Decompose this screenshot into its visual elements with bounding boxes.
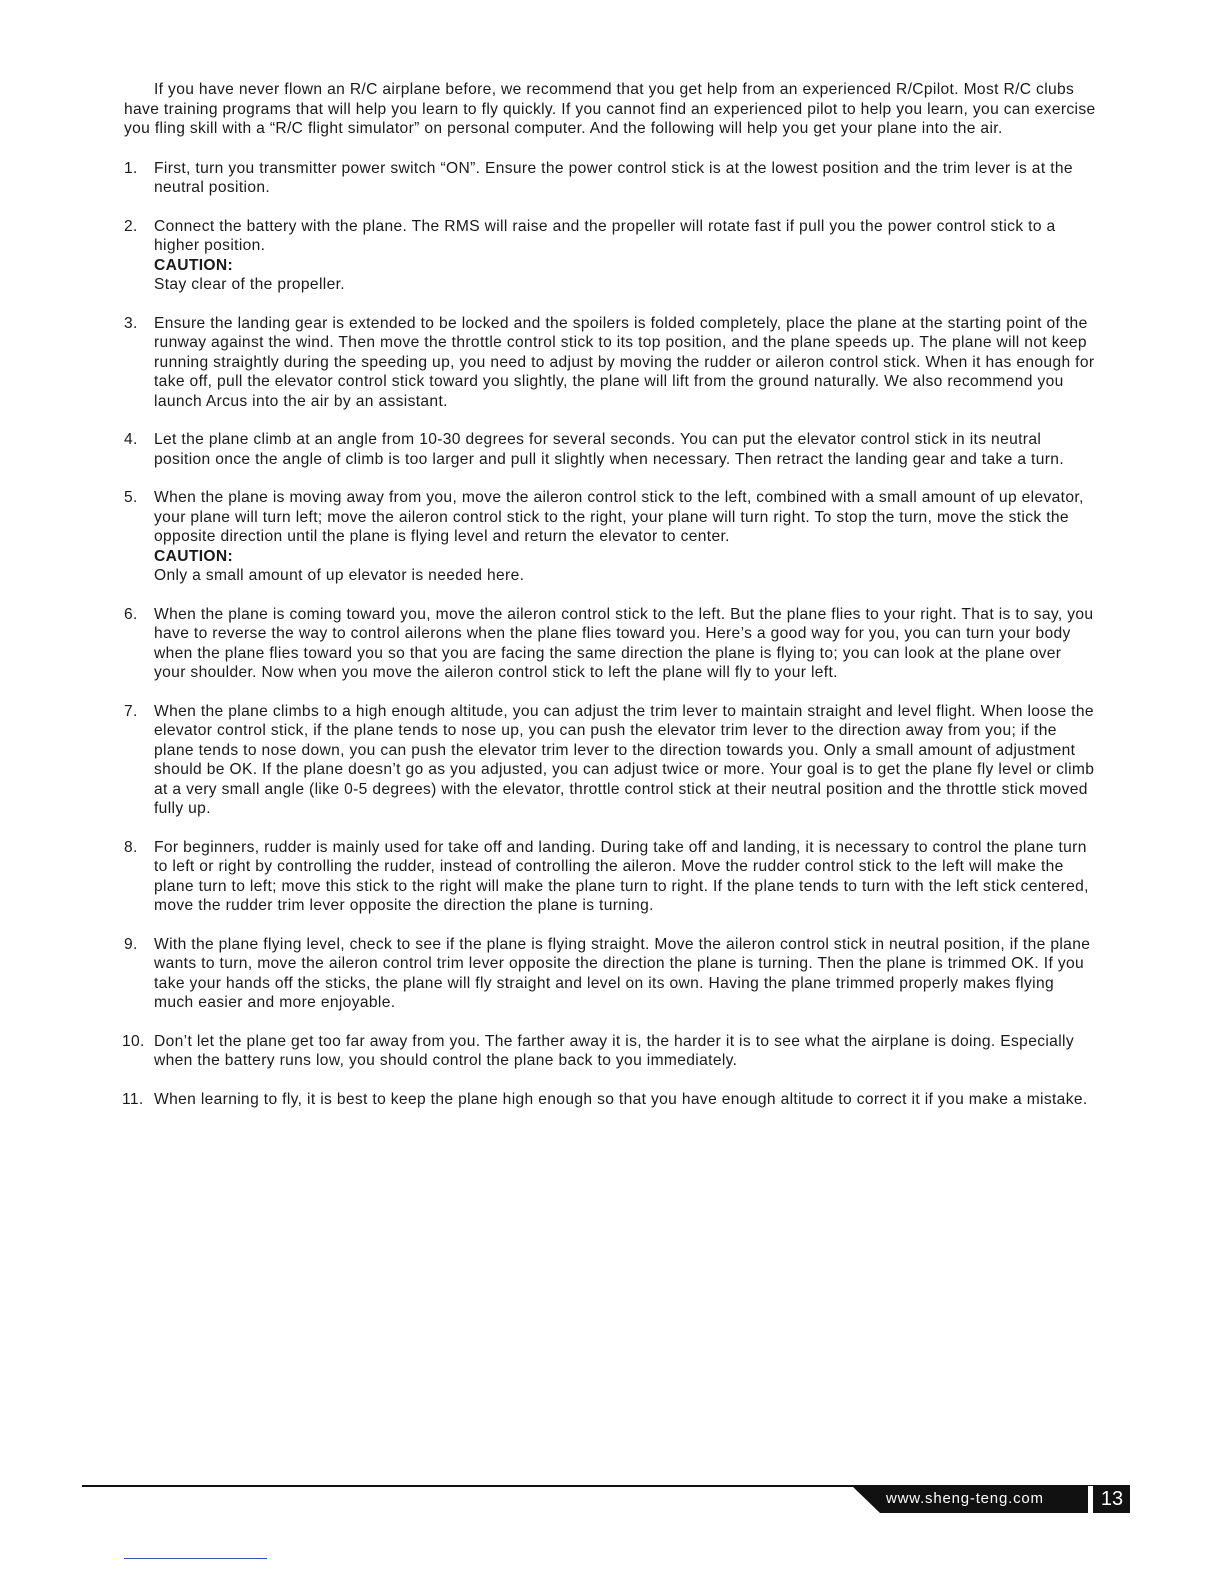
step-number: 2.: [124, 217, 138, 235]
list-item: [124, 488, 1096, 586]
step-text: When the plane is moving away from you, move the aileron control stick to the left, combined with a small amount of up elevator, your plane will turn left; move the aileron control stick to the right, your plane will turn right. To stop the turn, move the stick the opposite direction until the plane is flying level and return the elevator to center.: [154, 489, 1084, 545]
page-content: [124, 80, 1096, 1128]
step-number: 1.: [124, 159, 138, 177]
page-number: 13: [1100, 1488, 1124, 1510]
list-item: [124, 838, 1096, 916]
step-number: 4.: [124, 431, 138, 448]
caution-label: CAUTION:: [154, 256, 234, 274]
step-text: When the plane is coming toward you, move the aileron control stick to the left. But the plane flies to your right. That is to say, you have to reverse the way to control ailerons when the plane flies toward you. Here’s a good way for you, you can turn your body when the plane flies toward you so that you are facing the same direction the plane is flying to; you can look at the plane over your shoulder. Now when you move the aileron control stick to left the plane will fly to your left.: [154, 605, 1094, 681]
caution-note: Only a small amount of up elevator is needed here.: [154, 567, 525, 584]
step-number: 3.: [124, 314, 138, 332]
step-number: 7.: [124, 702, 138, 720]
step-text: Let the plane climb at an angle from 10-30 degrees for several seconds. You can put the elevator control stick in its neutral position once the angle of climb is too larger and pull it slightly when necessary. Then retract the landing gear and take a turn.: [154, 431, 1065, 468]
list-item: [124, 702, 1096, 819]
caution-label: CAUTION:: [154, 547, 234, 565]
list-item: [124, 159, 1096, 198]
step-text: When learning to fly, it is best to keep the plane high enough so that you have enough altitude to correct it if you make a mistake.: [154, 1090, 1088, 1108]
bottom-link-underline: [124, 1558, 267, 1559]
footer-website-link[interactable]: www.sheng-teng.com: [886, 1490, 1044, 1507]
intro-paragraph: If you have never flown an R/C airplane before, we recommend that you get help from an experienced R/Cpilot. Most R/C clubs have training programs that will help you learn to fly quickly. If you cannot find an experienced pilot to help you learn, you can exercise you fling skill with a “R/C flight simulator” on personal computer. And the following will help you get your plane into the air.: [124, 81, 1096, 137]
list-item: [124, 1090, 1096, 1110]
step-text: First, turn you transmitter power switch “ON”. Ensure the power control stick is at the lowest position and the trim lever is at the neutral position.: [154, 159, 1073, 196]
step-text: Ensure the landing gear is extended to be locked and the spoilers is folded completely, place the plane at the starting point of the runway against the wind. Then move the throttle control stick to its top position, and the plane speeds up. The plane will not keep running straightly during the speeding up, you need to adjust by moving the rudder or aileron control stick. When it has enough for take off, pull the elevator control stick toward you slightly, the plane will lift from the ground naturally. We also recommend you launch Arcus into the air by an assistant.: [154, 314, 1095, 410]
caution-note: Stay clear of the propeller.: [154, 276, 345, 293]
step-number: 6.: [124, 605, 138, 623]
step-text: Connect the battery with the plane. The RMS will raise and the propeller will rotate fast if pull you the power control stick to a higher position.: [154, 217, 1056, 254]
step-number: 11.: [122, 1090, 144, 1108]
step-text: With the plane flying level, check to see if the plane is flying straight. Move the aileron control stick in neutral position, if the plane wants to turn, move the aileron control trim lever opposite the direction the plane is turning. Then the plane is trimmed OK. If you take your hands off the sticks, the plane will fly straight and level on its own. Having the plane trimmed properly makes flying much easier and more enjoyable.: [154, 935, 1091, 1011]
list-item: [124, 605, 1096, 683]
step-number: 8.: [124, 838, 138, 856]
list-item: [124, 935, 1096, 1013]
footer-separator: [1088, 1486, 1093, 1513]
instruction-list: [124, 159, 1096, 1110]
list-item: [124, 314, 1096, 412]
step-number: 5.: [124, 489, 138, 506]
list-item: [124, 1032, 1096, 1071]
step-text: When the plane climbs to a high enough altitude, you can adjust the trim lever to maintain straight and level flight. When loose the elevator control stick, if the plane tends to nose up, you can push the elevator trim lever to the direction away from you; if the plane tends to nose down, you can push the elevator trim lever to the direction towards you. Only a small amount of adjustment should be OK. If the plane doesn’t go as you adjusted, you can adjust twice or more. Your goal is to get the plane fly level or climb at a very small angle (like 0-5 degrees) with the elevator, throttle control stick at their neutral position and the throttle stick moved fully up.: [154, 702, 1095, 817]
step-number: 9.: [124, 935, 138, 953]
list-item: [124, 217, 1096, 295]
list-item: [124, 430, 1096, 469]
step-number: 10.: [122, 1032, 145, 1050]
step-text: Don’t let the plane get too far away from you. The farther away it is, the harder it is to see what the airplane is doing. Especially when the battery runs low, you should control the plane back to you immediately.: [154, 1032, 1074, 1069]
step-text: For beginners, rudder is mainly used for take off and landing. During take off and landing, it is necessary to control the plane turn to left or right by controlling the rudder, instead of controlling the aileron. Move the rudder control stick to the left will make the plane turn to left; move this stick to the right will make the plane turn to right. If the plane tends to turn with the left stick centered, move the rudder trim lever opposite the direction the plane is turning.: [154, 838, 1089, 914]
